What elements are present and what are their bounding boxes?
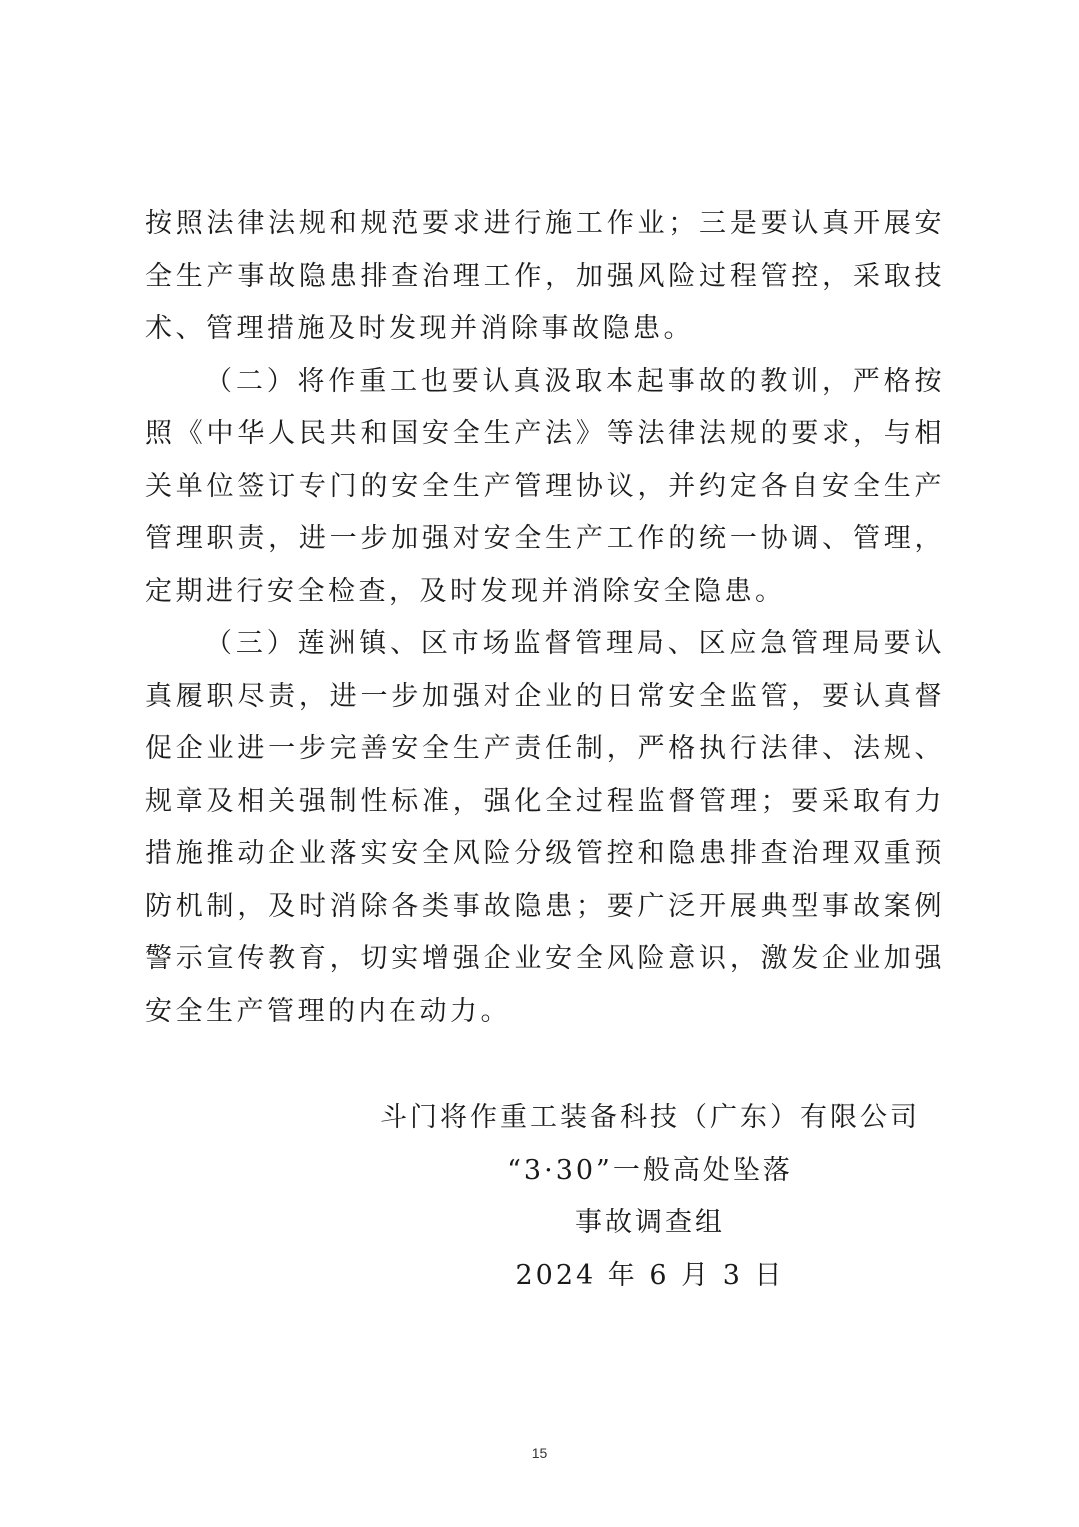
page-number: 15 bbox=[531, 1445, 548, 1461]
signature-incident: “3·30”一般高处坠落 bbox=[507, 1154, 793, 1186]
paragraph-item-two: （二）将作重工也要认真汲取本起事故的教训，严格按照《中华人民共和国安全生产法》等法律法规的要求，与相关单位签订专门的安全生产管理协议，并约定各自安全生产管理职责，进一步加强对安全生产工作的统一协调、管理，定期进行安全检查，及时发现并消除安全隐患。 bbox=[145, 365, 945, 607]
paragraph-continuation: 按照法律法规和规范要求进行施工作业；三是要认真开展安全生产事故隐患排查治理工作，加强风险过程管控，采取技术、管理措施及时发现并消除事故隐患。 bbox=[145, 208, 945, 344]
signature-date: 2024 年 6 月 3 日 bbox=[515, 1259, 785, 1291]
signature-company: 斗门将作重工装备科技（广东）有限公司 bbox=[380, 1102, 920, 1133]
document-body bbox=[145, 198, 945, 1038]
signature-block bbox=[380, 1092, 920, 1302]
signature-group: 事故调查组 bbox=[575, 1207, 725, 1238]
paragraph-item-three: （三）莲洲镇、区市场监督管理局、区应急管理局要认真履职尽责，进一步加强对企业的日常安全监管，要认真督促企业进一步完善安全生产责任制，严格执行法律、法规、规章及相关强制性标准，强化全过程监督管理；要采取有力措施推动企业落实安全风险分级管控和隐患排查治理双重预防机制，及时消除各类事故隐患；要广泛开展典型事故案例警示宣传教育，切实增强企业安全风险意识，激发企业加强安全生产管理的内在动力。 bbox=[145, 628, 945, 1027]
